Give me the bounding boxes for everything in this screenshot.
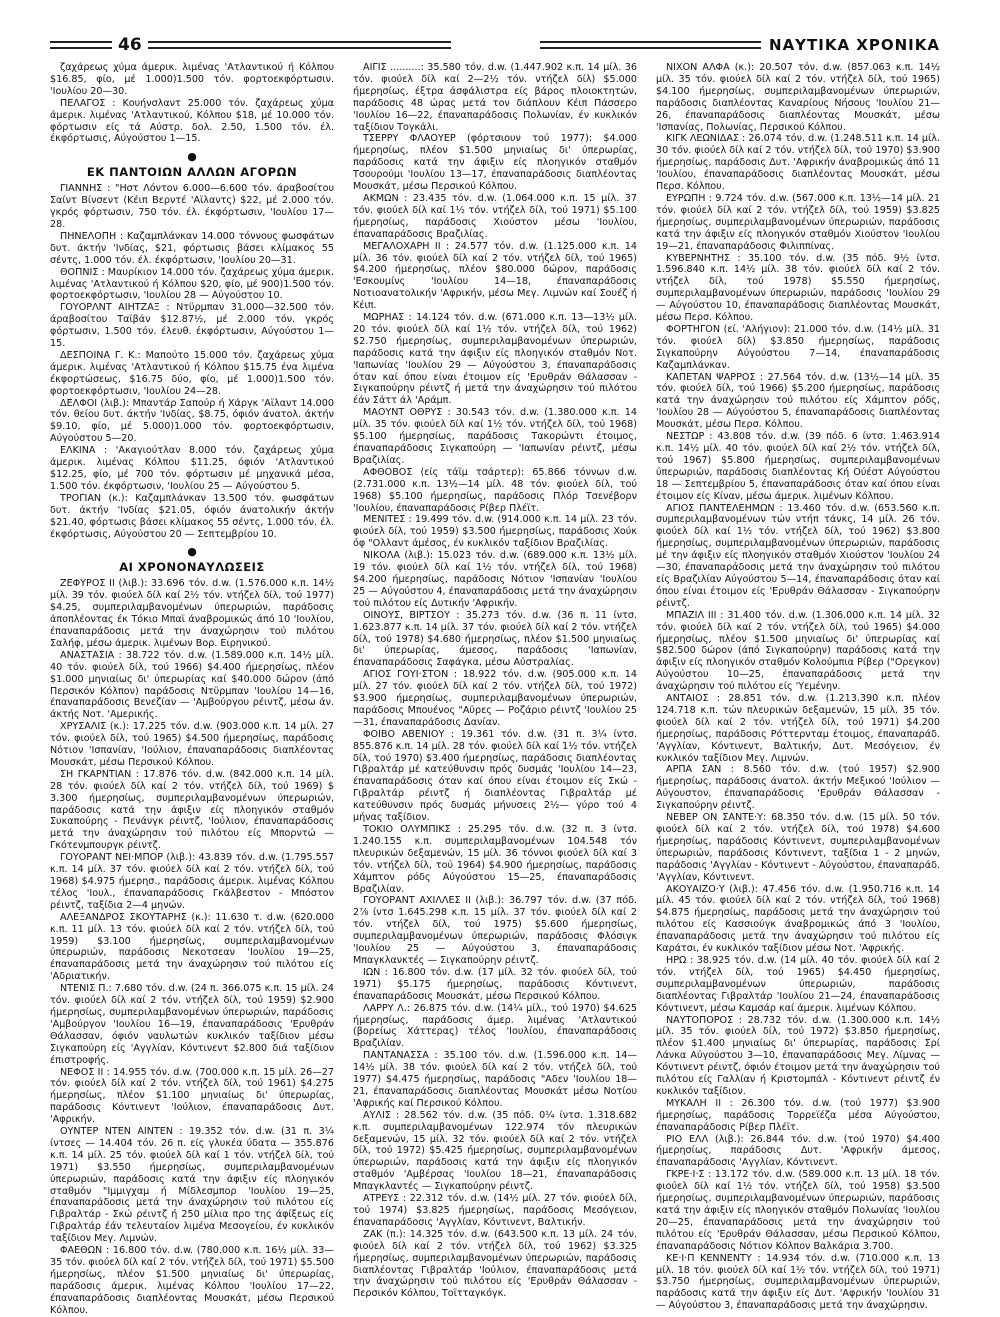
paragraph: ΦΟΡΤΗΓΟΝ (εί. 'Αλήγιον): 21.000 τόν. d.w. (14½ μίλ. 31 τόν. φιούελ δίλ) $3.850 ήμερησίως, παράδοσις Σιγκαπούρην Αύγούστου 7—14, έπαναπαράδοσις Καζαμπλάνκαν.	[656, 323, 940, 371]
section-heading: ΕΚ ΠΑΝΤΟΙΩΝ ΑΛΛΩΝ ΑΓΟΡΩΝ	[86, 165, 298, 180]
paragraph: ΜΕΓΑΛΟΧΑΡΗ ΙΙ : 24.577 τόν. d.w. (1.125.000 κ.π. 14 μίλ. 36 τόν. φιούελ δίλ καί 2 τόν. ντήζελ δίλ, τού 1965) $4.200 ήμερησίως, πλέον $80.000 δώρον, παράδοσις 'Εσκουμίνς 'Ιουλίου 14—18, έπαναπαράδοσις Νοτιοανατολικήν 'Αφρικήν, μέσω Μεγ. Λιμνών καί Σουέζ ή Κέιπ.	[353, 240, 637, 312]
paragraph: ΚΥΒΕΡΝΗΤΗΣ : 35.100 τόν. d.w. (35 πόδ. 9½ ίντσ. 1.596.840 κ.π. 14½ μίλ. 38 τόν. φιούελ δίλ καί 2 τόν. ντήζελ δίλ, τού 1978) $5.550 ήμερησίως, συμπεριλαμβανομένων ύπερωριών, παράδοσις 'Ιουλίου 29 — Αύγούστου 10, έπαναπαράδοσις διαπλέοντας Μουσκάτ, μέσω Περσ. Κόλπου.	[656, 252, 940, 324]
section-heading: ΑΙ ΧΡΟΝΟΝΑΥΛΩΣΕΙΣ	[119, 560, 265, 575]
paragraph: ΓΟΥΟΡΑΝΤ ΑΧΙΛΛΕΣ ΙΙ (λιβ.): 36.797 τόν. d.w. (37 πόδ. 2⅞ ίντσ 1.645.298 κ.π. 15 μίλ. 37 τόν. φιούελ δίλ καί 2 τόν. ντήζελ δίλ, τού 1975) $5.600 ήμερησίως, συμπεριλαμβανομένων ύπερωριών, παράδοσις Φλόσιγκ 'Ιουλίου 25 — Αύγούστου 3, έπαναπαράδοσις Μπαγκλανκτές — Σιγκαπούρην ρέιντζ.	[353, 895, 637, 966]
article-columns	[50, 62, 940, 1316]
paragraph: ΗΡΩ : 38.925 τόν. d.w. (14 μίλ. 40 τόν. φιούελ δίλ καί 2 τόν. ντήζελ δίλ, τού 1965) $4.450 ήμερησίως, συμπεριλαμβανομένων ύπερωριών, παράδοσις διαπλέοντας Γιβραλτάρ 'Ιουλίου 21—24, έπαναπαράδοσις Κόντινεντ, μέσω Καμσάρ καί άμερικ. λιμένων Κόλπου.	[656, 954, 940, 1014]
paragraph: ΟΙΝΟΥΣ, ΒΙΡΤΣΟΥ : 35.273 τόν. d.w. (36 π. 11 ίντσ. 1.623.877 κ.π. 14 μίλ. 37 τόν. φιούελ δίλ καί 2 τόν. ντήζελ δίλ, τού 1978) $4.680 ήμερησίως, πλέον $1.500 μηνιαίως δι' ύπερωρίας, άμεσος, παράδοσις 'Ιαπωνίαν, έπαναπαράδοσις Σαφάγκα, μέσω Αύστραλίας.	[353, 609, 637, 669]
paragraph: ΑΥΛΙΣ : 28.562 τόν. d.w. (35 πόδ. 0¼ ίντσ. 1.318.682 κ.π. συμπεριλαμβανομένων 122.974 τόν πλευρικών δεξαμενών, 15 μίλ. 32 τόν. φιούελ δίλ καί 2 τόν. ντήζελ δίλ, τού 1972) $5.425 ήμερησίως, συμπεριλαμβανομένων ύπερωριών, παράδοσις κατά την άφιξιν είς πλοηγικόν σταθμόν 'Αμβέρσας 'Ιουλίου 18—21, έπαναπαράδοσις Μπαγκλαντές — Σιγκαπούρην ρέιντζ.	[353, 1109, 637, 1193]
paragraph: ΚΙΓΚ ΛΕΩΝΙΔΑΣ : 26.074 τόν. d.w. (1.248.511 κ.π. 14 μίλ. 30 τόν. φιούελ δίλ καί 2 τόν. ντήζελ δίλ, τού 1970) $3.900 ήμερησίως, παράδοσις Δυτ. 'Αφρικήν άναβρομικώς άπό 11 'Ιουλίου, έπαναπαράδοσις διαπλέοντας Μουσκάτ, μέσω Περσ. Κόλπου.	[656, 133, 940, 193]
header-rule-top	[50, 41, 451, 43]
paragraph: ΚΑΠΕΤΑΝ ΨΑΡΡΟΣ : 27.564 τόν. d.w. (13½—14 μίλ. 35 τόν. φιούελ δίλ, τού 1966) $5.200 ήμερησίως, παράδοσις κατά την άναχώρησιν τού πιλότου είς Χάμπτον ρόδς, 'Ιουλίου 28 — Αύγούστου 5, έπαναπαράδοσις διαπλέοντας Μουσκάτ, μέσω Περσ. Κόλπου.	[656, 371, 940, 431]
paragraph: ΑΛΕΞΑΝΔΡΟΣ ΣΚΟΥΤΑΡΗΣ (κ.): 11.630 τ. d.w. (620.000 κ.π. 11 μίλ. 13 τόν. φιούελ δίλ καί 2 τόν. ντήζελ δίλ, τού 1959) $3.100 ήμερησίως, συμπεριλαμβανομένων ύπερωριών, παράδοσις Νεκοτσεαν 'Ιουλίου 19—25, έπαναπαράδοσις μετά την άναχώρησιν τού πιλότου είς 'Αδριατικήν.	[50, 911, 334, 983]
paragraph: ΑΝΑΣΤΑΣΙΑ : 38.722 τόν. d.w. (1.589.000 κ.π. 14½ μίλ. 40 τόν. φιούελ δίλ, τού 1966) $4.400 ήμερησίως, πλέον $1.000 μηνιαίως δι' ύπερωρίας καί $40.000 δώρον (άπό Περσικόν Κόλπον) παράδοσις Ντϋρμπαν 'Ιουλίου 14—16, έπαναπαράδοσις Βενεζίαν — 'Αμβούργου ρέιντζ, μέσω άν. άκτής Νοτ. 'Αμερικής.	[50, 649, 334, 721]
paragraph: ΓΟΥΟΡΛΝΤ ΑΙΗΤΖΑΞ : Ντϋρμπαν 31.000—32.500 τόν. άραβοσίτου Ταϊβάν $12.87½, μέ 2.000 τόν. γκρός φόρτωσιν, 1.500 τόν. έλευθ. έκφόρτωσιν, Αύγούστου 1—15.	[50, 302, 334, 350]
paragraph: ΦΑΕΘΩΝ : 16.800 τόν. d.w. (780.000 κ.π. 16½ μίλ. 33—35 τόν. φιούελ δίλ καί 2 τόν. ντήζελ δίλ, τού 1971) $5.500 ήμερησίως, πλέον $1.500 μηνιαίως δι' ύπερωρίας, παράδοσις άμερικ. λιμένας Κόλπου 'Ιουλίου 17—22, έπαναπαράδοσις διαπλέοντας Μουσκάτ, μέσω Περσικού Κόλπου.	[50, 1245, 334, 1316]
paragraph: ΖΑΚ (π.): 14.325 τόν. d.w. (643.500 κ.π. 13 μίλ. 24 τόν. φιούελ δίλ καί 2 τόν. ντήζελ δίλ, τού 1962) $3.325 ήμερησίως, συμπεριλαμβανομένων ύπερωριών, παράδοσις διαπλέοντας Γιβραλτάρ 'Ιούλιον, έπαναπαράδοσις μετά την άναχώρησιν τού πιλότου είς 'Ερυθράν Θάλασσαν - Περσικόν Κόλπου, Τοϊτταγκόγκ.	[353, 1228, 637, 1300]
paragraph: ΡΙΟ ΕΛΛ (λιβ.): 26.844 τόν. d.w. (τού 1970) $4.400 ήμερησίως, παράδοσις Δυτ. 'Αφρικήν άμεσος, έπαναπαράδοσις 'Αγγλίαν, Κόντινεντ.	[656, 1133, 940, 1169]
paragraph: ΓΙΑΝΝΗΣ : "Ηστ Λόντον 6.000—6.600 τόν. άραβοσίτου Σαίντ Βίνσεντ (Κέιπ Βερντέ 'Αϊλαντς) $22, μέ 2.000 τόν. γκρός φόρτωσιν, 750 τόν. έλ. έκφόρτωσιν, 'Ιουλίου 17—28.	[50, 183, 334, 230]
paragraph: ΟΥΝΤΕΡ ΝΤΕΝ ΑΙΝΤΕΝ : 19.352 τόν. d.w. (31 π. 3¼ ίντσες — 14.404 τόν. 26 π. είς γλυκέα ύδατα — 355.876 κ.π. 14 μίλ. 25 τόν. φιούελ δίλ καί 1 τόν. ντήζελ δίλ, τού 1971) $3.550 ήμερησίως, συμπεριλαμβανομένων ύπερωριών, παράδοσις κατά την άφιξιν είς πλοηγικόν σταθμόν "Ιμμιγχαμ ή Μίδλεσμπορ 'Ιουλίου 19—25, έπαναπαράδοσις μετά την άναχώρησιν τού πιλότου είς Γιβραλτάρ - Σκώ ρέιντζ ή 250 μίλια προ της άφίξεως είς Γιβραλτάρ έάν τελευταίον λιμένα Μεσογείου, έν κυκλικόν ταξίδιον Μεγ. Λιμνών.	[50, 1126, 334, 1245]
paragraph: ΑΚΜΩΝ : 23.435 τόν. d.w. (1.064.000 κ.π. 15 μίλ. 37 τόν. φιούελ δίλ καί 1½ τόν. ντήζελ δίλ, τού 1971) $5.100 ήμερησίως, παράδοσις Χιούστον μέσω 'Ιουλίου, έπαναπαράδοσις Βραζιλίας.	[353, 192, 637, 240]
paragraph: ΑΓΙΟΣ ΓΟΥΙ·ΣΤΟΝ : 18.922 τόν. d.w. (905.000 κ.π. 14 μίλ. 27 τόν. φιούελ δίλ καί 2 τόν. ντήζελ δίλ, τού 1972) $3.900 ήμερησίως, συμπεριλαμβανομένων ύπερωριών, παράδοσις Μπουένος "Αϋρες — Ροζάριο ρέιντζ 'Ιουλίου 25—31, έπαναπαράδοσις Δανίαν.	[353, 669, 637, 728]
magazine-title: ΝΑΥΤΙΚΑ ΧΡΟΝΙΚΑ	[761, 34, 940, 56]
paragraph: ΑΚΟΥΑΙΖΟ·Υ (λιβ.): 47.456 τόν. d.w. (1.950.716 κ.π. 14 μίλ. 45 τόν. φιούελ δίλ καί 2 τόν. ντήζελ δίλ, τού 1968) $4.875 ήμερησίως, παράδοσις μετά την άναχώρησιν τού πιλότου είς Κασσιούγκ άναβρομικώς άπό 3 'Ιουλίου, έπαναπαράδοσις μετά την άναχώρησιν τού πιλότου είς Καράτσι, έν κυκλικόν ταξίδιον μέσω Νοτ. 'Αφρικής.	[656, 883, 940, 955]
header-right	[540, 34, 941, 56]
paragraph: ΧΡΥΣΑΛΙΣ (κ.): 17.225 τόν. d.w. (903.000 κ.π. 14 μίλ. 27 τόν. φιούελ δίλ, τού 1965) $4.500 ήμερησίως, παράδοσις Νότιον 'Ισπανίαν, 'Ιούλιον, έπαναπαράδοσις διαπλέοντας Μουσκάτ, μέσω Περσικού Κόλπου.	[50, 721, 334, 768]
section-bullet: ●	[187, 150, 197, 164]
paragraph: ΝΤΕΝΙΣ Π.: 7.680 τόν. d.w. (24 π. 366.075 κ.π. 15 μίλ. 24 τόν. φιούελ δίλ καί 2 τόν. ντήζελ δίλ, τού 1959) $2.900 ήμερησίως, συμπεριλαμβανομένων ύπερωριών, παράδοσις 'Αμβούργον 'Ιουλίου 16—19, έπαναπαράδοσις 'Ερυθράν Θάλασσαν, όφιόν ναυλωτών κυκλικόν ταξίδιον μέσω Σιγκαπούρη είς 'Αγγλίαν, Κόντινεντ $2.800 διά ταξίδιον έπιστροφής.	[50, 983, 334, 1066]
paragraph: ΑΤΡΕΥΣ : 22.312 τόν. d.w. (14½ μίλ. 27 τόν. φιούελ δίλ, τού 1974) $3.825 ήμερησίως, παράδοσις Μεσόγειον, έπαναπαράδοσις 'Αγγλίαν, Κόντινεντ, Βαλτικήν.	[353, 1193, 637, 1228]
paragraph: ΖΕΦΥΡΟΣ ΙΙ (λιβ.): 33.696 τόν. d.w. (1.576.000 κ.π. 14½ μίλ. 39 τόν. φιούελ δίλ καί 2½ τόν. ντήζελ δίλ, τού 1977) $4.25, συμπεριλαμβανομένων ύπερωριών, παράδοσις άποπλέοντας έκ Τόκιο Μπαϊ άναβρομικώς άπό 10 'Ιουλίου, έπαναπαράδοσις μετά την άναχώρησιν τού πιλότου Σαλήφ, μέσω άμερικ. λιμένων Βορ. Ειρηνικού.	[50, 578, 334, 649]
paragraph: ΝΙΧΟΝ ΑΛΦΑ (κ.): 20.507 τόν. d.w. (857.063 κ.π. 14½ μίλ. 35 τόν. φιούελ δίλ καί 2 τόν. ντήζελ δίλ, τού 1965) $4.100 ήμερησίως, συμπεριλαμβανομένων ύπερωριών, παράδοσις διαπλέοντας Καναρίους Νήσους 'Ιουλίου 21—26, έπαναπαράδοσις διαπλέοντας Μουσκάτ, μέσω 'Ισπανίας, Πολωνίας, Περσικού Κόλπου.	[656, 62, 940, 133]
paragraph: ΤΟΚΙΟ ΟΛΥΜΠΙΚΣ : 25.295 τόν. d.w. (32 π. 3 ίντσ. 1.240.155 κ.π. συμπεριλαμβανομένων 104.548 τόν πλευρικών δεξαμενών, 15 μίλ. 36 τόννοι φιούελ δίλ καί 3 τόν. ντήζελ δίλ, τού 1964) $4.900 ήμερησίως, παράδοσις Χάμπτον ρόδς Αύγούστου 15—25, έπαναπαράδοσις Βραζιλίαν.	[353, 824, 637, 895]
column-2	[353, 62, 638, 1300]
paragraph: ΘΟΠΝΙΣ : Μαυρίκιον 14.000 τόν. ζαχάρεως χύμα άμερικ. λιμένας 'Ατλαντικού ή Κόλπου $20, φίο, μέ 900)1.500 τόν. φορτοεκφόρτωσιν, 'Ιουλίου 28 — Αύγούστου 10.	[50, 266, 334, 302]
paragraph: ΑΦΘΟΒΟΣ (είς τάϊμ τσάρτερ): 65.866 τόννων d.w. (2.731.000 κ.π. 13½—14 μίλ. 48 τόν. φιούελ δίλ, τού 1968) $5.100 ήμερησίως, παράδοσις Πλόρ Τσενέβορν 'Ιουλίου, έπαναπαράδοσις Ρίβερ Πλέϊτ.	[353, 466, 637, 514]
header-left	[50, 34, 451, 56]
column-1	[50, 62, 334, 1316]
paragraph: ΚΕ·Ι·Π ΚΕΝΝΕΝΤΥ : 14.934 τόν. d.w. (710.000 κ.π. 13 μίλ. 18 τόν. φιούελ δίλ καί 1½ τόν. ντήζελ δίλ, τού 1971) $3.750 ήμερησίως, συμπεριλαμβανομένων ύπερωριών, παράδοσις κατά την άφιξιν είς Δυτ. 'Αφρικήν 'Ιουλίου 31 — Αύγούστου 3, έπαναπαράδοσις μετά την άναχώρησιν.	[656, 1252, 940, 1312]
paragraph: ζαχάρεως χύμα άμερικ. λιμένας 'Ατλαντικού ή Κόλπου $16.85, φίο, μέ 1.000)1.500 τόν. φορτοεκφόρτωσιν. 'Ιουλίου 20—30.	[50, 62, 334, 97]
column-3	[656, 62, 940, 1312]
paragraph: ΜΕΝΙΤΕΣ : 19.499 τόν. d.w. (914.000 κ.π. 14 μίλ. 23 τόν. φιούελ δίλ, τού 1959) $3.500 ήμερησίως, παράδοσις Χούκ όφ "Ολλαντ άμέσος, έν κυκλικόν ταξίδιον Βραζιλίας.	[353, 514, 637, 550]
paragraph: ΝΕΣΤΩΡ : 43.808 τόν. d.w. (39 πόδ. 6 ίντσ. 1.463.914 κ.π. 14½ μίλ. 40 τόν. φιούελ δίλ καί 2½ τόν. ντήζελ δίλ, τού 1967) $5.800 ήμερησίως, συμπεριλαμβανομένων ύπερωριών, παράδοσις διαπλέοντας Κή Ούέστ Αύγούστου 18 — Σεπτεμβρίου 5, έπαναπαράδοσις όταν καί όπου είναι έτοιμον είς Κίναν, μέσω άμερικ. λιμένων Κόλπου.	[656, 431, 940, 502]
page-header	[50, 34, 940, 56]
paragraph: ΛΑΡΡΥ Λ.: 26.875 τόν. d.w. (14¼ μίλ., τού 1970) $4.625 ήμερησίως, παράδοσις άμερ. λιμένας 'Ατλαντικού (βορείως Χάττερας) τέλος 'Ιουλίου, έπαναπαράδοσις Βραζιλίαν.	[353, 1002, 637, 1050]
paragraph: ΝΕΦΟΣ ΙΙ : 14.955 τόν. d.w. (700.000 κ.π. 15 μίλ. 26—27 τόν. φιούελ δίλ καί 2 τόν. ντήζελ δίλ, τού 1961) $4.275 ήμερησίως, πλέον $1.100 μηνιαίως δι' ύπερωρίας, παράδοσις Κόντινεντ 'Ιούλιον, έπαναπαράδοσις Δυτ. 'Αφρικήν.	[50, 1066, 334, 1126]
paragraph: ΝΙΚΟΛΑ (λιβ.): 15.023 τόν. d.w. (689.000 κ.π. 13½ μίλ. 19 τόν. φιούελ δίλ καί 1½ τόν. ντήζελ δίλ, τού 1968) $4.200 ήμερησίως, παράδοσις Νότιον 'Ισπανίαν 'Ιουλίου 25 — Αύγούστου 4, έπαναπαράδοσις μετά την άναχώρησιν τού πιλότου είς Δυτικήν 'Αφρικήν.	[353, 550, 638, 609]
paragraph: ΠΑΝΤΑΝΑΣΣΑ : 35.100 τόν. d.w. (1.596.000 κ.π. 14—14½ μίλ. 38 τόν. φιούελ δίλ καί 2 τόν. ντήζελ δίλ, τού 1977) $4.475 ήμερησίως, παράδοσις "Αδεν 'Ιουλίου 18—21, έπαναπαράδοσις διαπλέοντας Μουσκάτ μέσω Νοτίου 'Αφρικής καί Περσικού Κόλπου.	[353, 1050, 637, 1109]
paragraph: ΠΗΝΕΛΟΠΗ : Καζαμπλάνκαν 14.000 τόννους φωσφάτων δυτ. άκτήν 'Ινδίας, $21, φόρτωσις βάσει κλίμακος 55 σέντς, 1.000 τόν. έλ. έκφόρτωσιν, 'Ιουλίου 20—31.	[50, 230, 334, 266]
paragraph: ΤΣΕΡΡΥ ΦΛΑΟΥΕΡ (φόρτσιουν τού 1977): $4.000 ήμερησίως, πλέον $1.500 μηνιαίως δι' ύπερωρίας, παράδοσις κατά την άφιξιν είς πλοηγικόν σταθμόν Τσουρούμι 'Ιουλίου 13—17, έπαναπαράδοσις διαπλέοντας Μουσκάτ, μέσω Περσικού Κόλπου.	[353, 133, 637, 193]
paragraph: ΝΕΒΕΡ ΟΝ ΣΑΝΤΕ·Υ: 68.350 τόν. d.w. (15 μίλ. 50 τόν. φιούελ δίλ καί 2 τόν. ντήζελ δίλ, τού 1978) $4.600 ήμερησίως, παράδοσις Κόντινεντ, συμπεριλαμβανομένων ύπερωριών, παράδοσις Κόντινεντ, ταξίδια 1 - 2 μηνών, παράδοσις 'Αγγλίαν - Κόντινεντ - Αύγούστου, έπαναπαράδ. 'Αγγλίαν, Κόντινεντ.	[656, 812, 940, 883]
paragraph: ΝΑΥΤΟΠΟΡΟΣ : 28.732 τόν. d.w. (1.300.000 κ.π. 14½ μίλ. 35 τόν. φιούελ δίλ, τού 1972) $3.850 ήμερησίως, πλέον $1.400 μηνιαίως δι' ύπερωρίας, παράδοσις Σρί Λάνκα Αύγούστου 3—10, έπαναπαράδοσις Μεγ. Λίμνας — Κόντινεντ ρέιντζ, όφιόν έτοιμον μετά την άναχώρησιν τού πιλότου είς Γαλλίαν ή Κριστομπάλ - Κόντινεντ ρέιντζ έν κυκλικόν ταξίδιον.	[656, 1014, 940, 1097]
section-bullet: ●	[187, 545, 197, 559]
page-number: 46	[112, 34, 148, 56]
paragraph: ΜΥΚΑΛΗ ΙΙ : 26.300 τόν. d.w. (τού 1977) $3.900 ήμερησίως, παράδοσις Τορρεϊέζα μέσα Αύγούστου, έπαναπαράδοσις Ρίβερ Πλέϊτ.	[656, 1097, 940, 1133]
paragraph: ΕΛΚΙΝΑ : 'Ακαγιούτλαν 8.000 τόν. ζαχάρεως χύμα άμερικ. λιμένας Κόλπου $11.25, όφιόν 'Ατλαντικού $12.25, φίο, μέ 700 τόν. φόρτωσιν μέ μηχανικά μέσα, 1.500 τόν. έκφόρτωσιν, 'Ιουλίου 25 — Αύγούστου 5.	[50, 445, 334, 492]
paragraph: ΦΟΙΒΟ ΑΒΕΝΙΟΥ : 19.361 τόν. d.w. (31 π. 3¼ ίντσ. 855.876 κ.π. 14 μίλ. 28 τόν. φιούελ δίλ καί 1½ τόν. ντήζελ δίλ, τού 1970) $3.400 ήμερησίως, παράδοσις διαπλέοντας Γιβραλτάρ μέ κατεύθυνσιν πρός δυσμάς 'Ιουλίου 14—23, έπαναπαράδοσις όταν καί όπου είναι έτοιμον είς Σκώ - Γιβραλτάρ ρέιντζ ή διαπλέοντας Γιβραλτάρ μέ κατεύθυνσιν πρός δυσμάς μήνυσεις 2½— γύρο τού 4 μήνας ταξίδιον.	[353, 728, 637, 824]
paragraph: ΔΕΛΦΟΙ (λιβ.): Μπαντάρ Σαπούρ ή Χάργκ 'Αϊλαντ 14.000 τόν. θείου δυτ. άκτήν 'Ινδίας, $8.75, όφιόν άνατολ. άκτήν $9.10, φίο, μέ 5.000)1.000 τόν. φορτοεκφόρτωσιν, Αύγούστου 5—20.	[50, 397, 334, 445]
paragraph: ΠΕΛΑΓΟΣ : Κουήνσλαντ 25.000 τόν. ζαχάρεως χύμα άμερικ. λιμένας 'Ατλαντικού, Κόλπου $18, μέ 10.000 τόν. φόρτωσιν είς τά Αύστρ. δολ. 2.50, 1.500 τόν. έλ. έκφόρτωσις, Αύγούστου 1—15.	[50, 97, 334, 145]
paragraph: ΤΡΟΓΙΑΝ (κ.): Καζαμπλάνκαν 13.500 τόν. φωσφάτων δυτ. άκτήν 'Ινδίας $21.05, όφιόν άνατολικήν άκτήν $21.40, φόρτωσις βάσει κλίμακος 55 σέντς, 1.000 τόν. έλ. έκφόρτωσις, Αύγούστου 20 — Σεπτεμβρίου 10.	[50, 492, 334, 540]
paragraph: ΕΥΡΩΠΗ : 9.724 τόν. d.w. (567.000 κ.π. 13½—14 μίλ. 21 τόν. φιούελ δίλ καί 2 τόν. ντήζελ δίλ, τού 1959) $3.825 ήμερησίως, συμπεριλαμβανομένων ύπερωριών, παράδοσις κατά την άφιξιν είς πλοηγικόν σταθμόν Χιούστον 'Ιουλίου 19—21, έπαναπαράδοσις Φιλιππίνας.	[656, 192, 940, 252]
paragraph: ΙΩΝ : 16.800 τόν. d.w. (17 μίλ. 32 τόν. φιούελ δίλ, τού 1971) $5.175 ήμερησίως, παράδοσις Κόντινεντ, έπαναπαράδοσις Μουσκάτ, μέσω Περσικού Κόλπου.	[353, 966, 637, 1002]
paragraph: ΑΡΠΑ ΣΑΝ : 8.560 τόν. d.w. (τού 1957) $2.900 ήμερησίως, παράδοσις άνατολ. άκτήν Μεξικού 'Ιούλιον — Αύγουστον, έπαναπαράδοσις 'Ερυθράν Θάλασσαν - Σιγκαπούρην ρέιντζ.	[656, 764, 940, 812]
paragraph: ΣΗ ΓΚΑΡΝΤΙΑΝ : 17.876 τόν. d.w. (842.000 κ.π. 14 μίλ. 28 τόν. φιούελ δίλ καί 2 τόν. ντήζελ δίλ, τού 1969) $ 3.300 ήμερησίως, συμπεριλαμβανομένων ύπερωριών, παράδοσις κατά την άφιξιν είς πλοηγικόν σταθμόν Συκαπούρης - Πενάνγκ ρέιντζ, 'Ιούλιον, έπαναπαράδοσις μετά την άναχώρησιν τού πιλότου είς Μπορντώ — Γκότενμπουργκ ρέιντζ.	[50, 768, 334, 852]
paragraph: ΓΚΡΕ·Ι·Σ : 13.172 τόν. d.w. (589.000 κ.π. 13 μίλ. 18 τόν. φιούελ δίλ καί 1½ τόν. ντήζελ δίλ, τού 1958) $3.500 ήμερησίως, συμπεριλαμβανομένων ύπερωριών, παράδοσις κατά την άφιξιν είς πλοηγικόν σταθμόν Πολωνίας 'Ιουλίου 20—25, έπαναπαράδοσις μετά την άναχώρησιν τού πιλότου είς 'Ερυθράν Θάλασσαν, μέσω Περσικού Κόλπου, έπαναπαράδοσις Νότιον Κόλπον Βαλκάρια 3.700.	[656, 1169, 940, 1252]
paragraph: ΜΠΑΖΙΛ ΙΙΙ : 31.400 τόν. d.w. (1.306.000 κ.π. 14 μίλ. 32 τόν. φιούελ δίλ καί 2 τόν. ντήζελ δίλ, τού 1965) $4.000 ήμερησίως, πλέον $1.500 μηνιαίως δι' ύπερωρίας καί $82.500 δώρον (άπό Σιγκαπούρην) παράδοσις κατά την άφιξιν είς πλοηγικόν σταθμόν Κολούμπια Ρίβερ ("Ορεγκον) Αύγούστου 10—25, έπαναπαράδοσις μετά την άναχώρησιν τού πιλότου είς 'Υεμένην.	[656, 609, 940, 693]
paragraph: ΔΕΣΠΟΙΝΑ Γ. Κ.: Μαπούτο 15.000 τόν. ζαχάρεως χύμα άμερικ. λιμένας 'Ατλαντικού ή Κόλπου $15.75 ένα λιμένα έκφορτώσεως, $16.75 δύο, φίο, μέ 1.000)1.500 τόν. φορτοεκφόρτωσιν, 'Ιουλίου 24—28.	[50, 349, 334, 397]
paragraph: ΓΟΥΟΡΑΝΤ ΝΕΙ·ΜΠΟΡ (λιβ.): 43.839 τόν. d.w. (1.795.557 κ.π. 14 μίλ. 37 τόν. φιούελ δίλ καί 2 τόν. ντήζελ δίλ, τού 1968) $4.975 ήμερησ., παράδοσις άμερικ. λιμένας Κόλπου τέλος 'Ιουλ., έπαναπαράδοσις Γκάλβεστον - Μπόστον ρέιντζ, ταξίδια 2—4 μηνών.	[50, 852, 334, 911]
paragraph: ΑΝΤΑΙΟΣ : 28.851 τόν. d.w. (1.213.390 κ.π. πλέον 124.718 κ.π. τών πλευρικών δεξαμενών, 15 μίλ. 35 τόν. φιούελ δίλ καί 2 τόν. ντήζελ δίλ, τού 1971) $4.200 ήμερησίως, παράδοσις Ρόττερνταμ έτοιμος, έπαναπαράδ. 'Αγγλίαν, Κόντινεντ, Βαλτικήν, Δυτ. Μεσόγειον, έν κυκλικόν ταξίδιον Μεγ. Λιμνών.	[656, 693, 940, 764]
paragraph: ΑΓΙΟΣ ΠΑΝΤΕΛΕΗΜΩΝ : 13.460 τόν. d.w. (653.560 κ.π. συμπεριλαμβανομένων τών ντήπ τάνκς, 14 μίλ. 26 τόν. φιούελ δίλ καί 1½ τόν. ντήζελ δίλ, τού 1962) $3.800 ήμερησίως, συμπεριλαμβανομένων ύπερωριών, παράδοσις μέ την άφιξιν είς πλοηγικόν σταθμόν Χιούστον 'Ιουλίου 24—30, έπαναπαράδοσις μετά την άναχώρησιν τού πιλότου είς Βραζιλίαν Αύγούστου 5—14, έπαναπαράδοσις όταν καί όπου είναι έτοιμον είς 'Ερυθράν Θάλασσαν - Σιγκαπούρην ρέιντζ.	[656, 502, 940, 609]
header-rule-bottom	[50, 47, 451, 49]
paragraph: ΑΙΓΙΣ ..........: 35.580 τόν. d.w. (1.447.902 κ.π. 14 μίλ. 36 τόν. φιούελ δίλ καί 2—2½ τόν. ντήζελ δίλ) $5.000 ήμερησίως, έξτρα άσφάλιστρα είς βάρος πλοιοκτητών, παράδοσις 48 ώρας μετά τον διάπλουν Κέιπ Πάσσερο 'Ιουλίου 16—22, έπαναπαράδοσις Πολωνίαν, έν κυκλικόν ταξίδιον Τογκάλι.	[353, 62, 637, 133]
paragraph: ΜΑΟΥΝΤ ΟΘΡΥΣ : 30.543 τόν. d.w. (1.380.000 κ.π. 14 μίλ. 35 τόν. φιούελ δίλ καί 1½ τόν. ντήζελ δίλ, τού 1968) $5.100 ήμερησίως, παράδοσις Τακορώντι έτοιμος, έπαναπαράδοσις Σιγκαπούρη — 'Ιαπωνίαν ρέιντζ, μέσω Βραζιλίας.	[353, 407, 637, 466]
paragraph: ΜΩΡΗΑΣ : 14.124 τόν. d.w. (671.000 κ.π. 13—13½ μίλ. 20 τόν. φιούελ δίλ καί 1½ τόν. ντήζελ δίλ, τού 1962) $2.750 ήμερησίως, συμπεριλαμβανομένων ύπερωριών, παράδοσις κατά την άφιξιν είς πλοηγικόν σταθμόν Νοτ. 'Ιαπωνίας 'Ιουλίου 29 — Αύγούστου 3, έπαναπαράδοσις όταν καί όπου είναι έτοιμον είς 'Ερυθράν Θάλασσαν - Σιγκαπούρην ρέιντζ ή μετά την άναχώρησιν τού πιλότου έάν Σάττ άλ 'Αράμπ.	[353, 312, 637, 407]
